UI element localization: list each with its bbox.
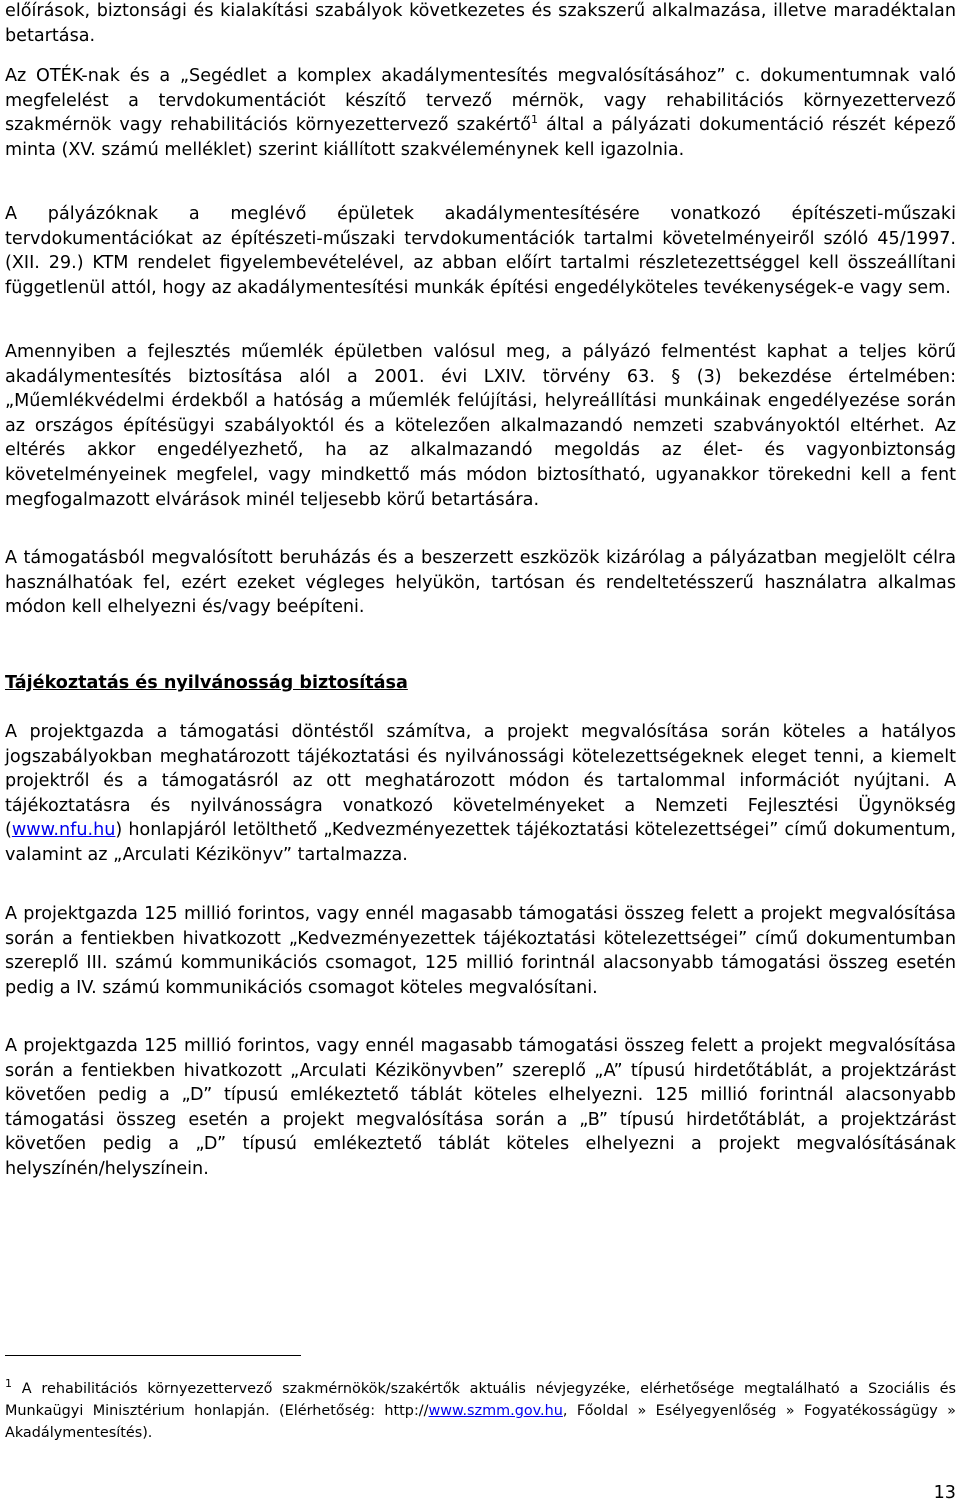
paragraph-text: által a pályázati dokumentáció részét képező minta (XV. számú melléklet) szerint kiállított szakvéleménynek kell igazolnia.: [5, 115, 956, 160]
paragraph: [5, 902, 956, 1000]
paragraph: [5, 64, 956, 162]
page-number: 13: [933, 1483, 956, 1503]
nfu-link[interactable]: www.nfu.hu: [11, 820, 116, 841]
paragraph-text: Az OTÉK-nak és a „Segédlet a komplex akadálymentesítés megvalósításához” c. dokumentumnak való megfelelést a tervdokumentációt készítő tervező mérnök, vagy rehabilitációs környezettervező szakmérnök vagy rehabilitációs környezettervező szakértő: [5, 66, 956, 136]
section-heading: Tájékoztatás és nyilvánosság biztosítása: [5, 673, 408, 693]
paragraph-text: A projektgazda 125 millió forintos, vagy ennél magasabb támogatási összeg felett a projekt megvalósítása során a fentiekben hivatkozott „Kedvezményezettek tájékoztatási kötelezettségei” című dokumentumban szereplő III. számú kommunikációs csomagot, 125 millió forintnál alacsonyabb támogatási összeg esetén pedig a IV. számú kommunikációs csomagot köteles megvalósítani.: [5, 904, 956, 998]
paragraph-text: A projektgazda a támogatási döntéstől számítva, a projekt megvalósítása során köteles a hatályos jogszabályokban meghatározott tájékoztatási és nyilvánossági kötelezettségeknek eleget tenni, a kiemelt projektről és a támogatásról az ott meghatározott módon és tartalommal információt nyújtani. A tájékoztatásra és nyilvánosságra vonatkozó követelményeket a Nemzeti Fejlesztési Ügynökség (: [5, 722, 956, 841]
footnote-reference[interactable]: 1: [531, 113, 539, 127]
paragraph-text: előírások, biztonsági és kialakítási szabályok következetes és szakszerű alkalmazása, illetve maradéktalan betartása.: [5, 1, 956, 46]
paragraph: [5, 720, 956, 868]
paragraph-text: ) honlapjáról letölthető „Kedvezményezettek tájékoztatási kötelezettségei” című dokumentum, valamint az „Arculati Kézikönyv” tartalmazza.: [5, 820, 956, 865]
paragraph: [5, 0, 956, 48]
paragraph-text: A pályázóknak a meglévő épületek akadálymentesítésére vonatkozó építészeti-műszaki tervdokumentációkat az építészeti-műszaki tervdokumentációk tartalmi követelményeiről szóló 45/1997. (XII. 29.) KTM rendelet figyelembevételével, az abban előírt tartalmi részletezettséggel kell összeállítani függetlenül attól, hogy az akadálymentesítési munkák építési engedélyköteles tevékenységek-e vagy sem.: [5, 204, 956, 298]
paragraph-text: A projektgazda 125 millió forintos, vagy ennél magasabb támogatási összeg felett a projekt megvalósítása során a fentiekben hivatkozott „Arculati Kézikönyvben” szereplő „A” típusú hirdetőtáblát, a projektzárást követően pedig a „D” típusú emlékeztető táblát köteles elhelyezni. 125 millió forintnál alacsonyabb támogatási összeg esetén a projekt megvalósítása során a „B” típusú hirdetőtáblát, a projektzárást követően pedig a „D” típusú emlékeztető táblát köteles elhelyezni a projekt megvalósításának helyszínén/helyszínein.: [5, 1036, 956, 1179]
paragraph: [5, 340, 956, 512]
footnote-text: , Főoldal » Esélyegyenlőség » Fogyatékosságügy » Akadálymentesítés).: [5, 1403, 956, 1441]
footnote-marker: 1: [5, 1377, 12, 1391]
footnote-separator: [5, 1355, 301, 1356]
footnote: [5, 1378, 956, 1444]
footnote-text: A rehabilitációs környezettervező szakmérnökök/szakértők aktuális névjegyzéke, elérhetősége megtalálható a Szociális és Munkaügyi Minisztérium honlapján. (Elérhetőség: http://: [5, 1381, 956, 1419]
paragraph-text: Amennyiben a fejlesztés műemlék épületben valósul meg, a pályázó felmentést kaphat a teljes körű akadálymentesítés biztosítása alól a 2001. évi LXIV. törvény 63. § (3) bekezdése értelmében: „Műemlékvédelmi érdekből a hatóság a műemlék felújítási, helyreállítási munkáinak engedélyezése során az országos építésügyi szabályoktól és a kötelezően alkalmazandó nemzeti szabványoktól eltérhet. Az eltérés akkor engedélyezhető, ha az alkalmazandó megoldás az élet- és vagyonbiztonság követelményeinek megfelel, vagy mindkettő más módon biztosítható, ugyanakkor törekedni kell a fent megfogalmazott elvárások minél teljesebb körű betartására.: [5, 342, 956, 510]
paragraph: [5, 1034, 956, 1182]
szmm-link[interactable]: www.szmm.gov.hu: [428, 1403, 563, 1419]
paragraph: [5, 546, 956, 620]
paragraph: [5, 202, 956, 300]
paragraph-text: A támogatásból megvalósított beruházás és a beszerzett eszközök kizárólag a pályázatban megjelölt célra használhatóak fel, ezért ezeket végleges helyükön, tartósan és rendeltetésszerű használatra alkalmas módon kell elhelyezni és/vagy beépíteni.: [5, 548, 956, 618]
